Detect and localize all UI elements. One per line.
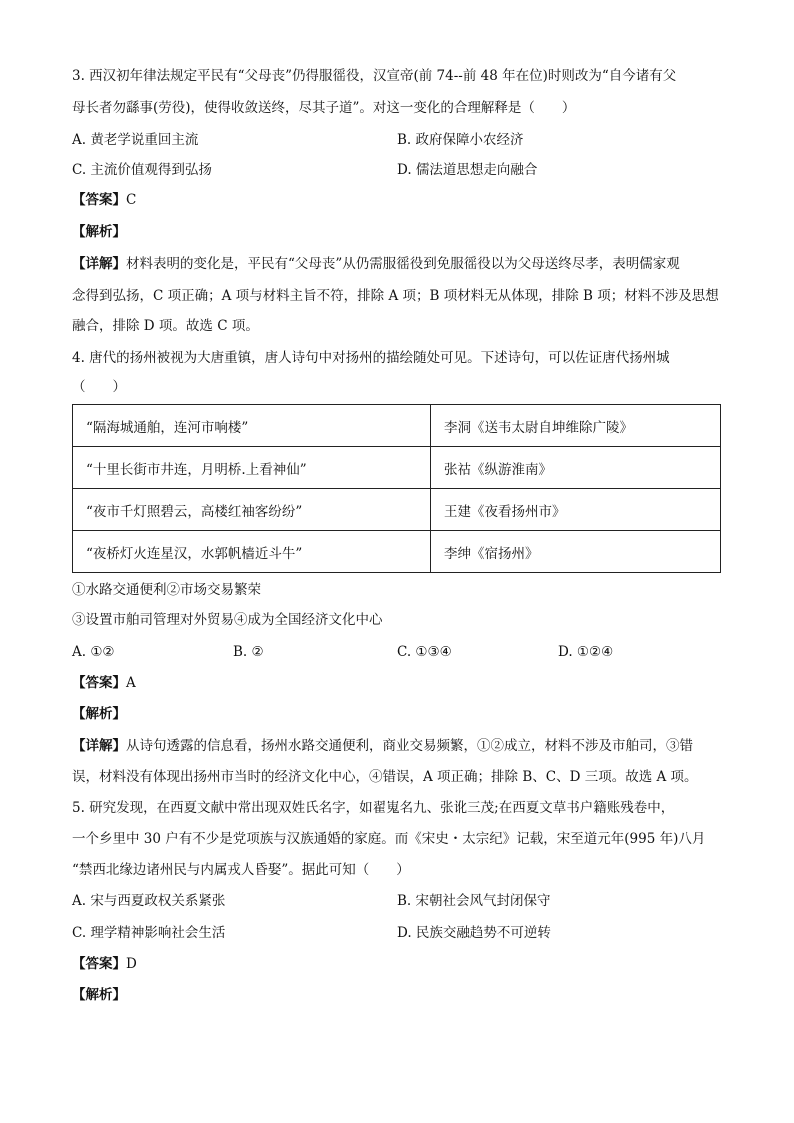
q5-stem-line3: “禁西北缘边诸州民与内属戎人昏娶”。据此可知（ ） (72, 862, 410, 878)
q3-detail-line1 (72, 254, 680, 274)
source-cell: 王建《夜看扬州市》 (431, 489, 721, 531)
table-row (73, 405, 721, 447)
q3-detail-label: 【详解】 (72, 256, 126, 272)
q4-detail-label: 【详解】 (72, 738, 126, 754)
q4-items-line1: ①水路交通便利②市场交易繁荣 (72, 582, 261, 598)
q3-analysis-label: 【解析】 (72, 224, 126, 240)
q4-option-b: B. ② (233, 644, 264, 660)
q4-detail-text1: 从诗句透露的信息看，扬州水路交通便利，商业交易频繁，①②成立，材料不涉及市舶司，③错 (126, 738, 693, 754)
q5-answer-label: 【答案】 (72, 956, 126, 972)
q3-detail-text1: 材料表明的变化是，平民有“父母丧”从仍需服徭役到免服徭役以为父母送终尽孝，表明儒家观 (126, 256, 680, 272)
q5-stem-line2: 一个乡里中 30 户有不少是党项族与汉族通婚的家庭。而《宋史・太宗纪》记载，宋至道元年(995 年)八月 (72, 831, 706, 847)
q5-analysis-label: 【解析】 (72, 987, 126, 1003)
q5-answer-value: D (126, 956, 137, 972)
q4-option-a: A. ①② (72, 644, 115, 660)
q3-answer-value: C (126, 192, 137, 208)
source-cell: 李绅《宿扬州》 (431, 531, 721, 573)
poem-cell: “夜市千灯照碧云，高楼红袖客纷纷” (73, 489, 431, 531)
q3-answer-label: 【答案】 (72, 192, 126, 208)
q3-option-d: D. 儒法道思想走向融合 (397, 162, 538, 178)
q5-option-b: B. 宋朝社会风气封闭保守 (397, 893, 551, 909)
q4-answer (72, 673, 136, 693)
q4-option-c: C. ①③④ (397, 644, 452, 660)
q4-items-line2: ③设置市舶司管理对外贸易④成为全国经济文化中心 (72, 612, 383, 628)
q3-option-c: C. 主流价值观得到弘扬 (72, 162, 212, 178)
q3-stem-line2: 母长者勿繇事(劳役)，使得收敛送终，尽其子道”。对这一变化的合理解释是（ ） (72, 100, 576, 116)
q3-detail-line3: 融合，排除 D 项。故选 C 项。 (72, 318, 259, 334)
q4-detail-line1 (72, 736, 693, 756)
poem-cell: “隔海城通舶，连河市响楼” (73, 405, 431, 447)
q3-answer (72, 190, 136, 210)
q4-stem-line2: （ ） (72, 379, 126, 395)
q5-stem-line1: 5. 研究发现，在西夏文献中常出现双姓氏名字，如翟嵬名九、张讹三茂;在西夏文草书户籍账残卷中， (72, 800, 675, 816)
q4-detail-line2: 误，材料没有体现出扬州市当时的经济文化中心，④错误，A 项正确；排除 B、C、D 三项。故选 A 项。 (72, 769, 698, 785)
q5-option-c: C. 理学精神影响社会生活 (72, 925, 226, 941)
q4-stem-line1: 4. 唐代的扬州被视为大唐重镇，唐人诗句中对扬州的描绘随处可见。下述诗句，可以佐证唐代扬州城 (72, 350, 670, 366)
q4-analysis-label: 【解析】 (72, 706, 126, 722)
source-cell: 张祜《纵游淮南》 (431, 447, 721, 489)
q5-answer (72, 954, 137, 974)
q4-answer-value: A (126, 675, 136, 691)
q3-detail-line2: 念得到弘扬，C 项正确；A 项与材料主旨不符，排除 A 项；B 项材料无从体现，排除 B 项；材料不涉及思想 (72, 288, 719, 304)
q3-option-b: B. 政府保障小农经济 (397, 132, 524, 148)
q4-answer-label: 【答案】 (72, 675, 126, 691)
q4-option-d: D. ①②④ (558, 644, 614, 660)
q5-option-a: A. 宋与西夏政权关系紧张 (72, 893, 226, 909)
table-row (73, 447, 721, 489)
table-row (73, 531, 721, 573)
q3-option-a: A. 黄老学说重回主流 (72, 132, 199, 148)
poem-cell: “夜桥灯火连星汉，水郭帆樯近斗牛” (73, 531, 431, 573)
poem-table (72, 404, 721, 573)
table-row (73, 489, 721, 531)
q5-option-d: D. 民族交融趋势不可逆转 (397, 925, 551, 941)
source-cell: 李洞《送韦太尉自坤维除广陵》 (431, 405, 721, 447)
q3-stem-line1: 3. 西汉初年律法规定平民有“父母丧”仍得服徭役，汉宣帝(前 74--前 48 年在位)时则改为“自今诸有父 (72, 68, 677, 84)
poem-cell: “十里长街市井连，月明桥.上看神仙” (73, 447, 431, 489)
